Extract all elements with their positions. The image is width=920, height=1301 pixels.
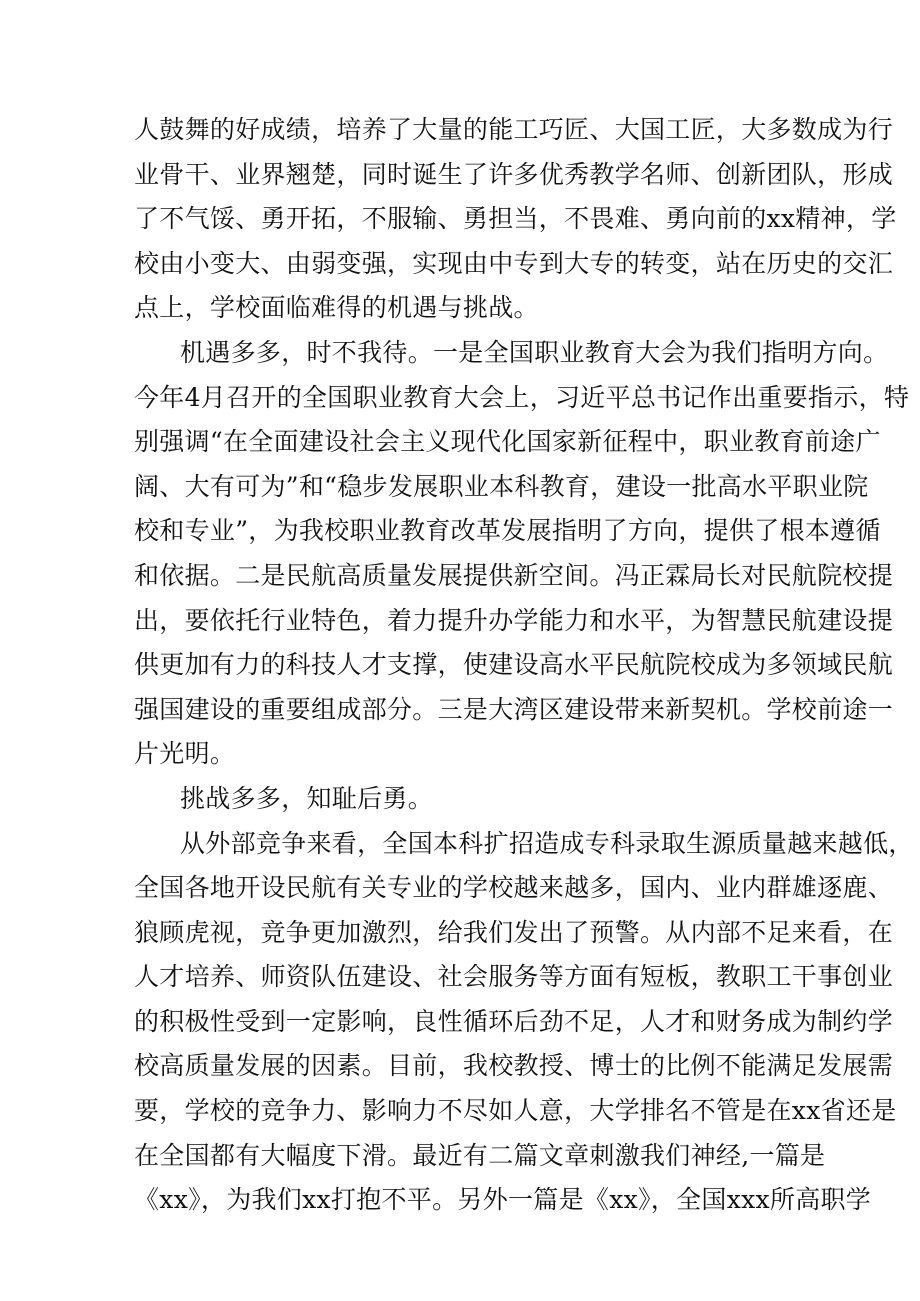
- paragraph: [134, 331, 910, 777]
- text-line: 机遇多多，时不我待。一是全国职业教育大会为我们指明方向。: [180, 337, 889, 367]
- document-body: [134, 108, 914, 1223]
- text-line: 校和专业”，为我校职业教育改革发展指明了方向，提供了根本遵循: [134, 516, 881, 546]
- text-line: 全国各地开设民航有关专业的学校越来越多，国内、业内群雄逐鹿、: [134, 873, 894, 903]
- paragraph: [134, 822, 914, 1223]
- text-line: 人才培养、师资队伍建设、社会服务等方面有短板，教职工干事创业: [134, 962, 894, 992]
- text-line: 人鼓舞的好成绩，培养了大量的能工巧匠、大国工匠，大多数成为行: [134, 115, 894, 144]
- text-line: 在全国都有大幅度下滑。最近有二篇文章刺激我们神经,一篇是: [134, 1140, 826, 1170]
- text-line: 的积极性受到一定影响，良性循环后劲不足，人才和财务成为制约学: [134, 1006, 894, 1036]
- text-line: 别强调“在全面建设社会主义现代化国家新征程中，职业教育前途广: [134, 427, 881, 457]
- text-line: 《xx》，为我们xx打抱不平。另外一篇是《xx》，全国xxx所高职学: [134, 1185, 872, 1215]
- text-line: 强国建设的重要组成部分。三是大湾区建设带来新契机。学校前途一: [134, 694, 894, 724]
- paragraph: [134, 108, 897, 331]
- text-line: 点上，学校面临难得的机遇与挑战。: [134, 293, 539, 323]
- text-line: 了不气馁、勇开拓，不服输、勇担当，不畏难、勇向前的xx精神，学: [134, 204, 897, 234]
- text-line: 阔、大有可为”和“稳步发展职业本科教育，建设一批高水平职业院: [134, 471, 869, 501]
- text-line: 出，要依托行业特色，着力提升办学能力和水平，为智慧民航建设提: [134, 605, 894, 635]
- text-line: 狼顾虎视，竞争更加激烈，给我们发出了预警。从内部不足来看，在: [134, 917, 894, 947]
- text-line: 校高质量发展的因素。目前，我校教授、博士的比例不能满足发展需: [134, 1051, 894, 1081]
- paragraph: [134, 777, 804, 822]
- text-line: 要，学校的竞争力、影响力不尽如人意，大学排名不管是在xx省还是: [134, 1096, 897, 1126]
- text-line: 供更加有力的科技人才支撑，使建设高水平民航院校成为多领域民航: [134, 650, 894, 680]
- text-line: 今年4月召开的全国职业教育大会上，习近平总书记作出重要指示，特: [134, 382, 910, 412]
- text-line: 和依据。二是民航高质量发展提供新空间。冯正霖局长对民航院校提: [134, 560, 894, 590]
- text-line: 从外部竞争来看，全国本科扩招造成专科录取生源质量越来越低，: [180, 828, 914, 858]
- text-line: 业骨干、业界翘楚，同时诞生了许多优秀教学名师、创新团队，形成: [134, 159, 894, 189]
- text-line: 校由小变大、由弱变强，实现由中专到大专的转变，站在历史的交汇: [134, 248, 894, 278]
- text-line: 挑战多多，知耻后勇。: [180, 783, 434, 813]
- text-line: 片光明。: [134, 739, 236, 769]
